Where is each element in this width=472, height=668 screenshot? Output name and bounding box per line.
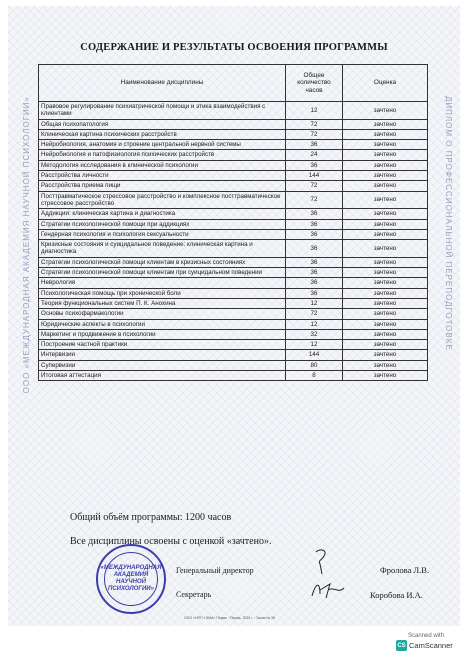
table-row — [39, 171, 428, 181]
table-row — [39, 309, 428, 319]
table-row — [39, 371, 428, 381]
secretary-signature — [308, 576, 348, 602]
discipline-cell: Построение частной практики — [39, 340, 286, 350]
document-title: СОДЕРЖАНИЕ И РЕЗУЛЬТАТЫ ОСВОЕНИЯ ПРОГРАММЫ — [80, 42, 388, 53]
discipline-cell: Психологическая помощь при хронической боли — [39, 288, 286, 298]
hours-cell: 12 — [286, 102, 343, 120]
discipline-cell: Расстройства приема пищи — [39, 181, 286, 191]
hours-cell: 36 — [286, 219, 343, 229]
camscanner-watermark — [396, 633, 456, 661]
table-row — [39, 360, 428, 370]
grade-cell: зачтено — [343, 288, 428, 298]
hours-cell: 36 — [286, 288, 343, 298]
table-row — [39, 288, 428, 298]
table-row — [39, 278, 428, 288]
table-row — [39, 257, 428, 267]
camscanner-logo-icon: CS — [396, 640, 407, 651]
seal-line: «МЕЖДУНАРОДНАЯ — [100, 565, 162, 571]
hours-cell: 36 — [286, 160, 343, 170]
grade-cell: зачтено — [343, 102, 428, 120]
hours-cell: 36 — [286, 140, 343, 150]
grade-cell: зачтено — [343, 240, 428, 258]
table-row — [39, 191, 428, 209]
grade-cell: зачтено — [343, 119, 428, 129]
hours-cell: 24 — [286, 150, 343, 160]
printer-imprint: ООО «НПП «ЭМА» Пермь · Пермь, 2024 г. · Заказ № 36 — [184, 616, 276, 620]
table-row — [39, 219, 428, 229]
hours-cell: 72 — [286, 119, 343, 129]
hours-cell: 72 — [286, 129, 343, 139]
discipline-cell: Нейробиология и патофизиология психических расстройств — [39, 150, 286, 160]
table-row — [39, 268, 428, 278]
hours-cell: 12 — [286, 340, 343, 350]
hours-cell: 36 — [286, 240, 343, 258]
table-row — [39, 240, 428, 258]
seal-line: АКАДЕМИЯ — [113, 572, 149, 578]
table-row — [39, 209, 428, 219]
table-row — [39, 140, 428, 150]
table-row — [39, 229, 428, 239]
grade-cell: зачтено — [343, 329, 428, 339]
disciplines-table — [38, 64, 428, 381]
hours-cell: 8 — [286, 371, 343, 381]
diploma-sheet — [8, 6, 460, 626]
director-role: Генеральный директор — [176, 566, 254, 575]
discipline-cell: Стратегии психологической помощи клиентам при суицидальном поведении — [39, 268, 286, 278]
seal-line: НАУЧНОЙ — [116, 579, 146, 585]
discipline-cell: Стратегии психологической помощи при аддикциях — [39, 219, 286, 229]
hours-cell: 80 — [286, 360, 343, 370]
grade-cell: зачтено — [343, 350, 428, 360]
header-grade: Оценка — [343, 65, 428, 102]
discipline-cell: Итоговая аттестация — [39, 371, 286, 381]
table-row — [39, 329, 428, 339]
grade-cell: зачтено — [343, 257, 428, 267]
table-body — [39, 102, 428, 381]
grade-cell: зачтено — [343, 219, 428, 229]
hours-cell: 72 — [286, 309, 343, 319]
hours-cell: 36 — [286, 229, 343, 239]
table-header-row — [39, 65, 428, 102]
table-row — [39, 129, 428, 139]
grade-cell: зачтено — [343, 360, 428, 370]
grade-cell: зачтено — [343, 129, 428, 139]
grade-cell: зачтено — [343, 209, 428, 219]
grade-cell: зачтено — [343, 319, 428, 329]
header-hours: Общее количество часов — [286, 65, 343, 102]
side-text-left: ООО «МЕЖДУНАРОДНАЯ АКАДЕМИЯ НАУЧНОЙ ПСИХОЛОГИИ» — [22, 96, 31, 394]
discipline-cell: Интервизии — [39, 350, 286, 360]
table-row — [39, 340, 428, 350]
hours-cell: 72 — [286, 191, 343, 209]
discipline-cell: Гендерная психология и психология сексуальности — [39, 229, 286, 239]
hours-cell: 36 — [286, 278, 343, 288]
grade-cell: зачтено — [343, 268, 428, 278]
discipline-cell: Общая психопатология — [39, 119, 286, 129]
grade-note: Все дисциплины освоены с оценкой «зачтено». — [70, 536, 272, 547]
director-name: Фролова Л.В. — [380, 565, 430, 575]
table-row — [39, 298, 428, 308]
secretary-role: Секретарь — [176, 590, 212, 599]
table-row — [39, 181, 428, 191]
discipline-cell: Методология исследования в клинической психологии — [39, 160, 286, 170]
discipline-cell: Клиническая картина психических расстройств — [39, 129, 286, 139]
table-row — [39, 119, 428, 129]
academy-seal — [96, 544, 166, 614]
table-row — [39, 319, 428, 329]
grade-cell: зачтено — [343, 298, 428, 308]
discipline-cell: Маркетинг и продвижение в психологии — [39, 329, 286, 339]
hours-cell: 36 — [286, 209, 343, 219]
hours-cell: 72 — [286, 181, 343, 191]
hours-cell: 12 — [286, 298, 343, 308]
table-row — [39, 160, 428, 170]
grade-cell: зачтено — [343, 229, 428, 239]
table-row — [39, 102, 428, 120]
discipline-cell: Посттравматическое стрессовое расстройство и комплексное посттравматическое стрессовое расстройство — [39, 191, 286, 209]
side-text-right: ДИПЛОМ О ПРОФЕССИОНАЛЬНОЙ ПЕРЕПОДГОТОВКЕ — [444, 96, 453, 351]
grade-cell: зачтено — [343, 278, 428, 288]
discipline-cell: Расстройства личности — [39, 171, 286, 181]
discipline-cell: Основы психофармакологии — [39, 309, 286, 319]
discipline-cell: Правовое регулирование психиатрической помощи и этика взаимодействия с клиентами — [39, 102, 286, 120]
hours-cell: 32 — [286, 329, 343, 339]
table-row — [39, 150, 428, 160]
secretary-name: Коробова И.А. — [370, 590, 423, 600]
grade-cell: зачтено — [343, 181, 428, 191]
grade-cell: зачтено — [343, 150, 428, 160]
watermark-brand: CamScanner — [409, 641, 453, 650]
discipline-cell: Нейробиология, анатомия и строение центральной нервной системы — [39, 140, 286, 150]
watermark-caption: Scanned with — [407, 633, 445, 639]
grade-cell: зачтено — [343, 309, 428, 319]
discipline-cell: Неврология — [39, 278, 286, 288]
grade-cell: зачтено — [343, 160, 428, 170]
discipline-cell: Кризисные состояния и суицидальное поведение: клиническая картина и диагностика — [39, 240, 286, 258]
grade-cell: зачтено — [343, 340, 428, 350]
discipline-cell: Юридические аспекты в психологии — [39, 319, 286, 329]
hours-cell: 36 — [286, 268, 343, 278]
hours-cell: 144 — [286, 350, 343, 360]
grade-cell: зачтено — [343, 171, 428, 181]
table-row — [39, 350, 428, 360]
hours-cell: 12 — [286, 319, 343, 329]
total-hours: Общий объём программы: 1200 часов — [70, 512, 232, 523]
hours-cell: 36 — [286, 257, 343, 267]
hours-cell: 144 — [286, 171, 343, 181]
discipline-cell: Теория функциональных систем П. К. Анохина — [39, 298, 286, 308]
grade-cell: зачтено — [343, 191, 428, 209]
header-discipline: Наименование дисциплины — [39, 65, 286, 102]
discipline-cell: Аддикции: клиническая картина и диагностика — [39, 209, 286, 219]
grade-cell: зачтено — [343, 140, 428, 150]
seal-line: ПСИХОЛОГИИ» — [108, 586, 154, 592]
discipline-cell: Стратегии психологической помощи клиентам в кризисных состояниях — [39, 257, 286, 267]
grade-cell: зачтено — [343, 371, 428, 381]
director-signature — [310, 546, 336, 576]
discipline-cell: Супервизии — [39, 360, 286, 370]
